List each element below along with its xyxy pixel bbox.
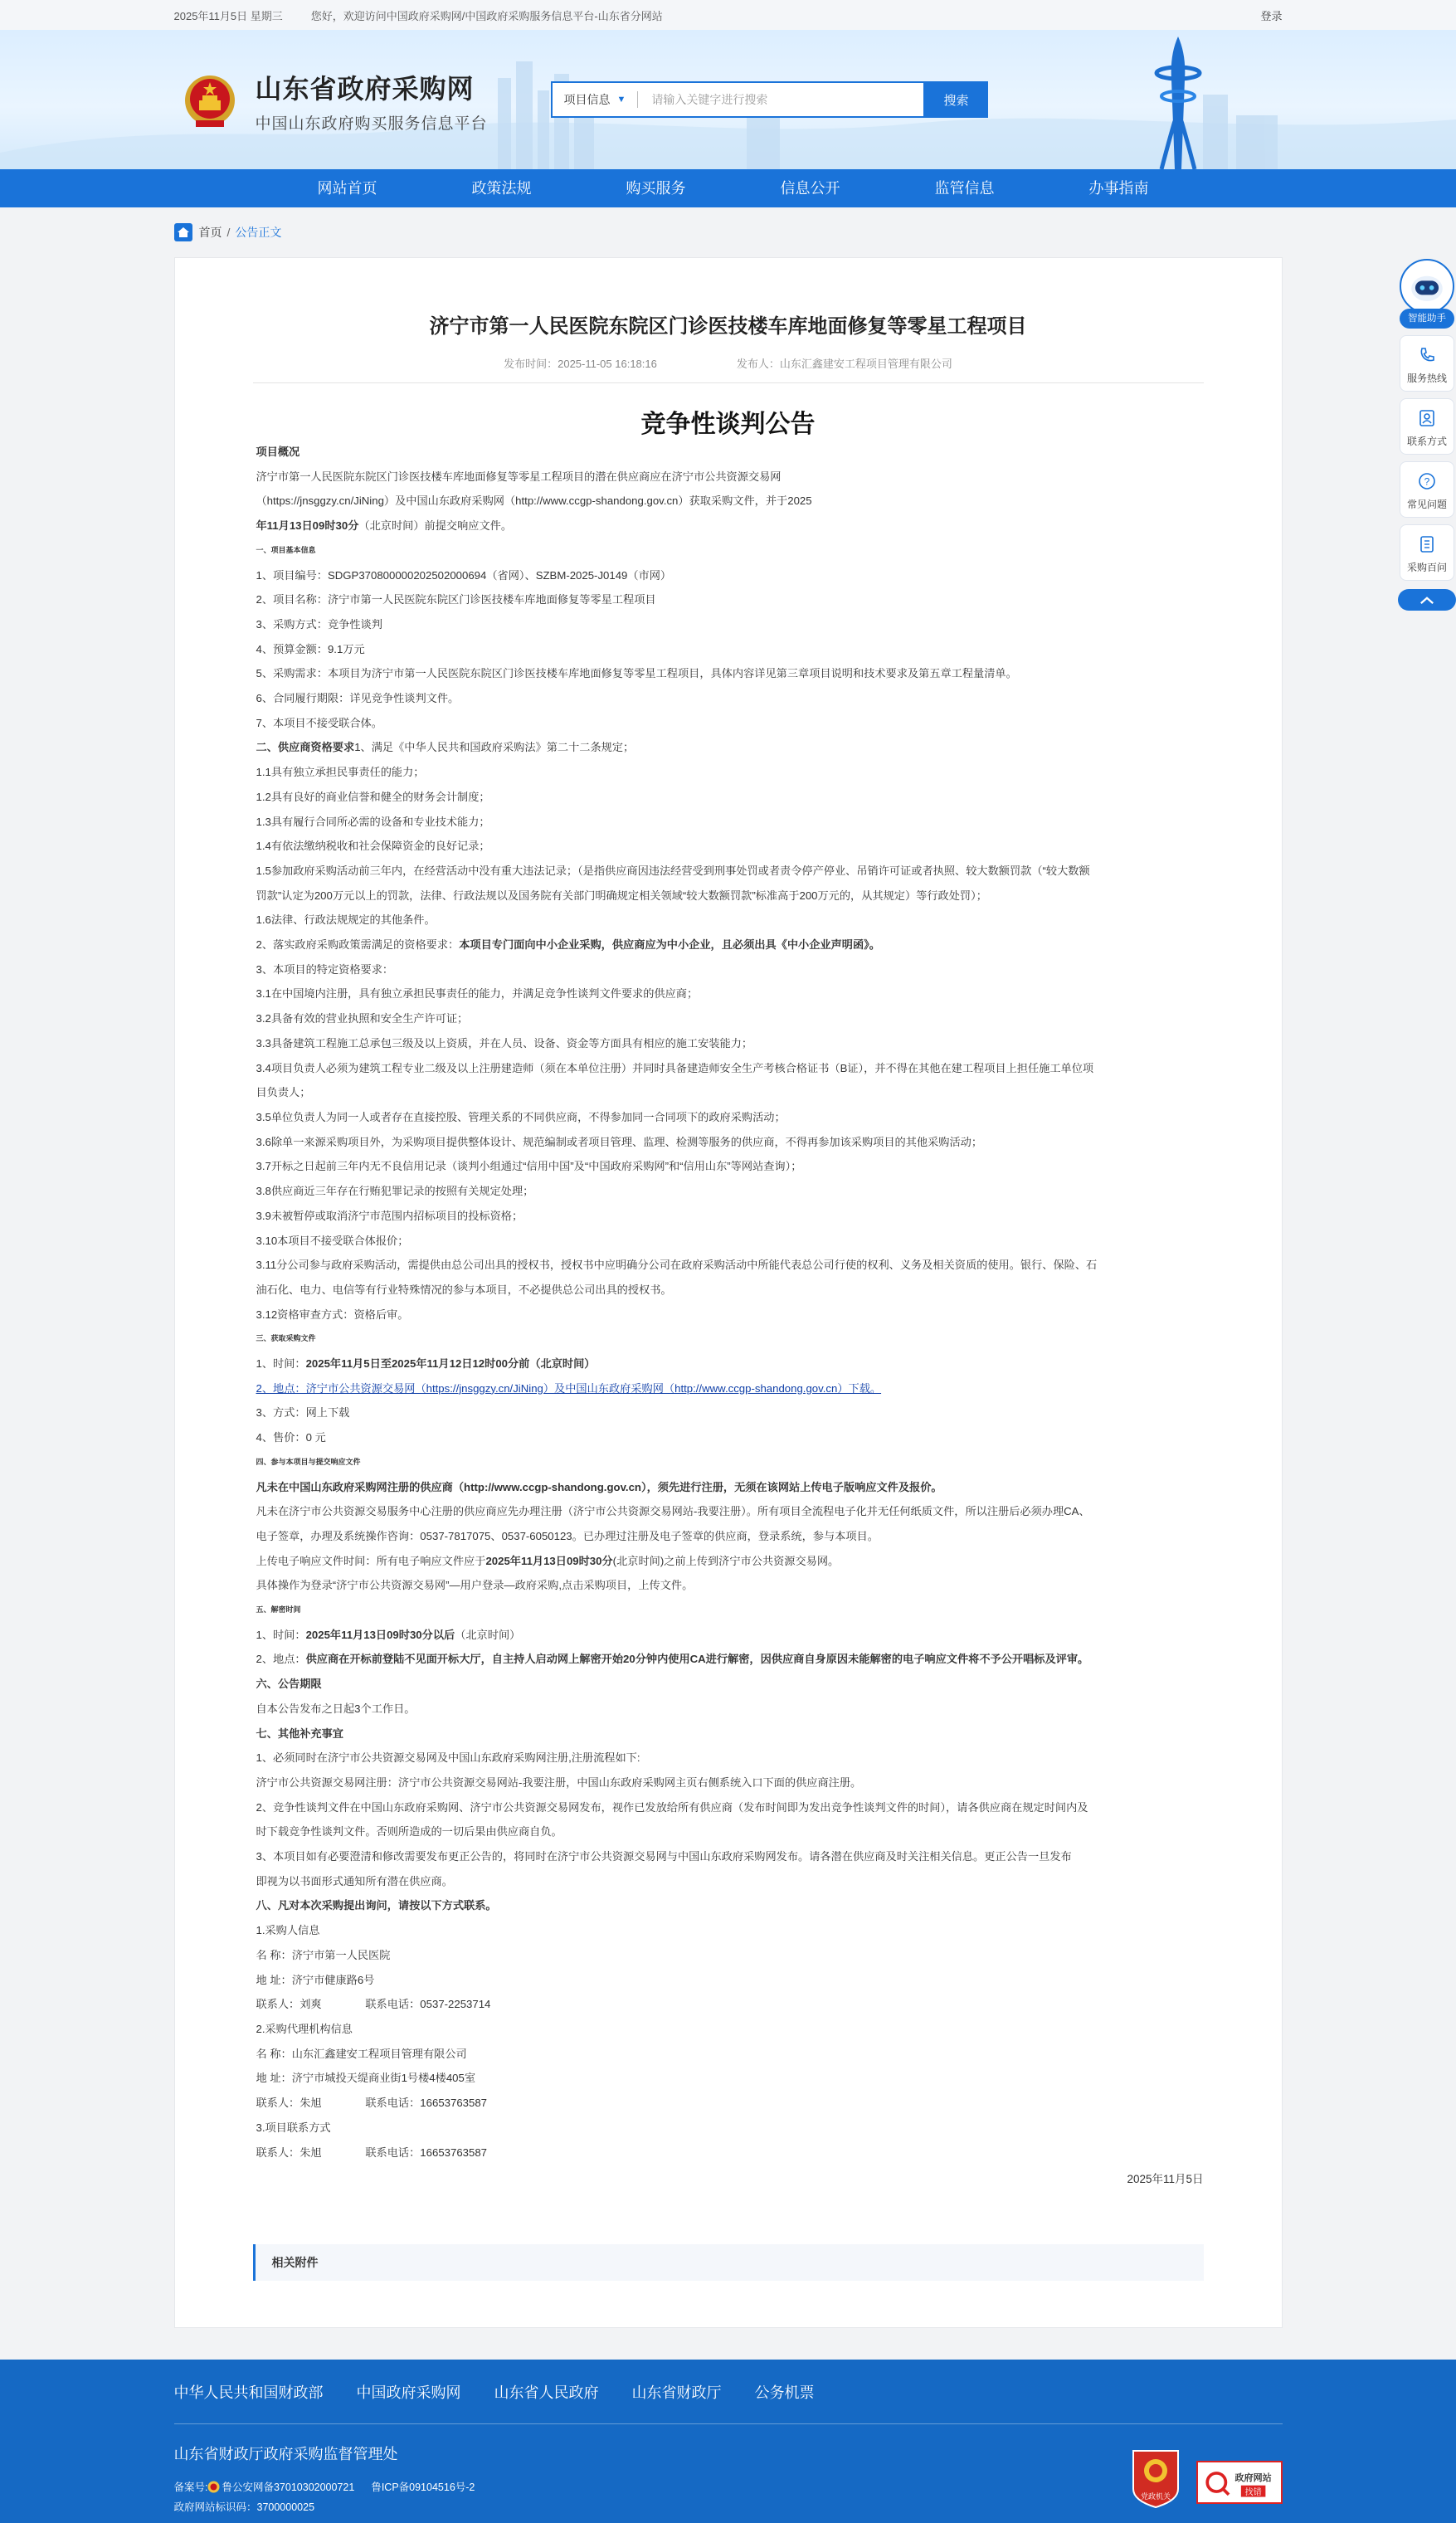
notice-line: 上传电子响应文件时间：所有电子响应文件应于2025年11月13日09时30分(北京时间)之前上传到济宁市公共资源交易网。 xyxy=(256,1554,840,1567)
tower-landmark-illustration xyxy=(1128,30,1228,169)
back-to-top-button[interactable] xyxy=(1398,589,1456,611)
notice-line: 3.10本项目不接受联合体报价； xyxy=(256,1234,409,1247)
notice-line: 1.3具有履行合同所必需的设备和专业技术能力； xyxy=(256,815,490,828)
site-subtitle: 中国山东政府购买服务信息平台 xyxy=(255,115,488,133)
notice-line: 年11月13日09时30分（北京时间）前提交响应文件。 xyxy=(256,519,513,533)
search-input[interactable] xyxy=(638,93,923,106)
notice-line: 1、项目编号：SDGP370800000202502000694（省网）、SZBM-2025-J0149（市网） xyxy=(256,568,672,582)
notice-line: 济宁市第一人民医院东院区门诊医技楼车库地面修复等零星工程项目的潜在供应商应在济宁市公共资源交易网 xyxy=(256,470,782,483)
footer-link-sd-gov[interactable]: 山东省人民政府 xyxy=(494,2384,599,2402)
notice-line: 3.4项目负责人必须为建筑工程专业二级及以上注册建造师（须在本单位注册）并同时具备建造师安全生产考核合格证书（B证），并不得在其他在建工程项目上担任施工单位项 xyxy=(256,1061,1094,1074)
notice-line: 3.项目联系方式 xyxy=(256,2121,331,2134)
login-link[interactable]: 登录 xyxy=(1260,9,1283,22)
notice-line: 七、其他补充事宜 xyxy=(256,1727,343,1740)
notice-line: 凡未在中国山东政府采购网注册的供应商（http://www.ccgp-shandong.gov.cn），须先进行注册，无须在该网站上传电子版响应文件及报价。 xyxy=(256,1480,942,1493)
notice-line: 2.采购代理机构信息 xyxy=(256,2023,353,2035)
notice-line: 3.7开标之日起前三年内无不良信用记录（谈判小组通过“信用中国”及“中国政府采购网”和“信用山东”等网站查询）； xyxy=(256,1160,802,1173)
notice-line: 3.1在中国境内注册，具有独立承担民事责任的能力，并满足竞争性谈判文件要求的供应商； xyxy=(256,987,699,1001)
side-float-panel xyxy=(1397,259,1456,611)
footer-link-sd-finance[interactable]: 山东省财政厅 xyxy=(631,2384,722,2402)
notice-line[interactable]: 2、地点：济宁市公共资源交易网（https://jnsggzy.cn/JiNing）及中国山东政府采购网（http://www.ccgp-shandong.gov.cn）下载。 xyxy=(256,1381,882,1395)
nav-guide[interactable]: 办事指南 xyxy=(1088,180,1149,197)
notice-line: 3.9未被暂停或取消济宁市范围内招标项目的投标资格； xyxy=(256,1209,523,1222)
site-footer xyxy=(0,2360,1456,2523)
chevron-up-icon xyxy=(1419,596,1434,605)
site-id: 政府网站标识码：3700000025 xyxy=(173,2501,315,2514)
gov-site-error-report[interactable] xyxy=(1196,2461,1283,2504)
side-100-questions[interactable] xyxy=(1400,524,1454,581)
home-icon xyxy=(174,223,192,241)
error-report-title: 政府网站 xyxy=(1234,2473,1272,2484)
side-hotline[interactable] xyxy=(1400,335,1454,392)
ai-assistant-label[interactable]: 智能助手 xyxy=(1400,309,1454,329)
side-contact-label: 联系方式 xyxy=(1406,436,1447,447)
notice-line: 3.5单位负责人为同一人或者存在直接控股、管理关系的不同供应商，不得参加同一合同项下的政府采购活动； xyxy=(256,1110,786,1123)
robot-icon xyxy=(1401,261,1453,312)
footer-records xyxy=(174,2479,1283,2494)
notice-line: 二、供应商资格要求1、满足《中华人民共和国政府采购法》第二十二条规定； xyxy=(256,741,635,754)
question-icon xyxy=(1418,472,1436,490)
footer-link-mof[interactable]: 中华人民共和国财政部 xyxy=(173,2384,324,2402)
notice-line: 3、本项目如有必要澄清和修改需要发布更正公告的，将同时在济宁市公共资源交易网与中国山东政府采购网发布。请各潜在供应商及时关注相关信息。更正公告一旦发布 xyxy=(256,1850,1072,1863)
notice-line: 3.6除单一来源采购项目外，为采购项目提供整体设计、规范编制或者项目管理、监理、检测等服务的供应商，不得再参加该采购项目的其他采购活动； xyxy=(256,1135,983,1148)
site-title: 山东省政府采购网 xyxy=(255,74,475,104)
footer-links xyxy=(174,2360,1283,2424)
notice-line: （https://jnsggzy.cn/JiNing）及中国山东政府采购网（http://www.ccgp-shandong.gov.cn）获取采购文件，并于2025 xyxy=(256,494,812,508)
notice-line: 名 称：济宁市第一人民医院 xyxy=(256,1948,391,1961)
notice-line: 3.2具备有效的营业执照和安全生产许可证； xyxy=(256,1012,469,1025)
search-button[interactable]: 搜索 xyxy=(925,81,988,118)
contact-card-icon xyxy=(1418,409,1436,427)
svg-text:?: ? xyxy=(1424,475,1430,488)
notice-line: 具体操作为登录“济宁市公共资源交易网”—用户登录—政府采购,点击采购项目，上传文件。 xyxy=(256,1579,694,1592)
notice-line: 3.11分公司参与政府采购活动，需提供由总公司出具的授权书，授权书中应明确分公司在政府采购活动中所能代表总公司行使的权利、义务及相关资质的使用。银行、保险、石 xyxy=(256,1259,1098,1272)
national-emblem-icon xyxy=(181,71,239,132)
publisher: 发布人：山东汇鑫建安工程项目管理有限公司 xyxy=(736,358,952,370)
ai-assistant-button[interactable] xyxy=(1400,259,1454,314)
notice-line: 油石化、电力、电信等有行业特殊情况的参与本项目，不必提供总公司出具的授权书。 xyxy=(256,1283,672,1296)
breadcrumb xyxy=(174,207,1283,257)
notice-line: 六、公告期限 xyxy=(256,1678,322,1691)
breadcrumb-separator: / xyxy=(226,226,231,239)
notice-line: 1、时间：2025年11月13日09时30分以后（北京时间） xyxy=(256,1628,521,1641)
side-100-questions-label: 采购百问 xyxy=(1406,562,1447,573)
side-contact[interactable] xyxy=(1400,398,1454,455)
notice-line: 1.4有依法缴纳税收和社会保障资金的良好记录； xyxy=(256,840,490,853)
site-logo[interactable] xyxy=(181,68,488,134)
notice-line: 三、获取采购文件 xyxy=(256,1334,316,1343)
icp-record[interactable]: 鲁ICP备09104516号-2 xyxy=(371,2482,475,2494)
nav-home[interactable]: 网站首页 xyxy=(317,180,377,197)
notice-line: 7、本项目不接受联合体。 xyxy=(256,716,382,729)
article-meta xyxy=(253,355,1204,383)
notice-line: 1.采购人信息 xyxy=(256,1924,320,1937)
caret-down-icon: ▼ xyxy=(616,95,626,105)
notice-line: 2、项目名称：济宁市第一人民医院东院区门诊医技楼车库地面修复等零星工程项目 xyxy=(256,593,656,606)
notice-line: 1.2具有良好的商业信誉和健全的财务会计制度； xyxy=(256,790,490,803)
notice-line: 联系人：刘爽 联系电话：0537-2253714 xyxy=(256,1998,491,2011)
footer-link-ccgp[interactable]: 中国政府采购网 xyxy=(356,2384,461,2402)
notice-line: 3、采购方式：竞争性谈判 xyxy=(256,617,382,631)
nav-purchase-service[interactable]: 购买服务 xyxy=(626,180,686,197)
notice-line: 地 址：济宁市城投天缇商业街1号楼4楼405室 xyxy=(256,2072,476,2085)
current-date: 2025年11月5日 星期三 xyxy=(173,9,283,22)
phone-icon xyxy=(1418,346,1436,364)
notice-line: 5、采购需求：本项目为济宁市第一人民医院东院区门诊医技楼车库地面修复等零星工程项目，具体内容详见第三章项目说明和技术要求及第五章工程量清单。 xyxy=(256,667,1017,680)
notice-line: 四、参与本项目与提交响应文件 xyxy=(256,1457,361,1466)
notice-line: 3.8供应商近三年存在行贿犯罪记录的按照有关规定处理； xyxy=(256,1185,534,1198)
side-faq-label: 常见问题 xyxy=(1406,499,1447,510)
main-nav xyxy=(0,169,1456,207)
notice-line: 自本公告发布之日起3个工作日。 xyxy=(256,1702,416,1715)
gongan-record[interactable]: 鲁公安网备37010302000721 xyxy=(222,2482,355,2494)
notice-line: 1、必须同时在济宁市公共资源交易网及中国山东政府采购网注册,注册流程如下: xyxy=(256,1751,640,1765)
search-category-label: 项目信息 xyxy=(563,93,611,106)
nav-info-disclosure[interactable]: 信息公开 xyxy=(780,180,840,197)
publish-time: 发布时间：2025-11-05 16:18:16 xyxy=(504,358,657,370)
notice-line: 项目概况 xyxy=(256,446,300,458)
notice-line: 1.6法律、行政法规规定的其他条件。 xyxy=(256,913,436,927)
notice-line: 即视为以书面形式通知所有潜在供应商。 xyxy=(256,1874,453,1887)
top-bar xyxy=(0,0,1456,30)
search-category-select[interactable] xyxy=(553,91,639,108)
party-gov-badge[interactable] xyxy=(1130,2449,1181,2509)
sign-date: 2025年11月5日 xyxy=(1127,2173,1204,2186)
notice-line: 1.5参加政府采购活动前三年内，在经营活动中没有重大违法记录；（是指供应商因违法经营受到刑事处罚或者责令停产停业、吊销许可证或者执照、较大数额罚款（“较大数额 xyxy=(256,864,1090,877)
attachments-header: 相关附件 xyxy=(253,2244,1204,2281)
notice-line: 地 址：济宁市健康路6号 xyxy=(256,1973,375,1986)
error-report-action: 找错 xyxy=(1244,2487,1262,2497)
nav-policy[interactable]: 政策法规 xyxy=(471,180,532,197)
welcome-text: 您好，欢迎访问中国政府采购网/中国政府采购服务信息平台-山东省分网站 xyxy=(310,9,663,22)
article-title: 济宁市第一人民医院东院区门诊医技楼车库地面修复等零星工程项目 xyxy=(429,315,1027,338)
footer-org: 山东省财政厅政府采购监督管理处 xyxy=(173,2446,398,2463)
notice-line: 2、落实政府采购政策需满足的资格要求：本项目专门面向中小企业采购，供应商应为中小企业，且必须出具《中小企业声明函》。 xyxy=(256,938,880,952)
notice-line: 2、竞争性谈判文件在中国山东政府采购网、济宁市公共资源交易网发布，视作已发放给所有供应商（发布时间即为发出竞争性谈判文件的时间），请各供应商在规定时间内及 xyxy=(256,1800,1088,1814)
site-header xyxy=(0,30,1456,169)
notice-line: 3.3具备建筑工程施工总承包三级及以上资质，并在人员、设备、资金等方面具有相应的施工安装能力； xyxy=(256,1036,753,1050)
notice-line: 1、时间：2025年11月5日至2025年11月12日12时00分前（北京时间） xyxy=(256,1357,596,1371)
notice-line: 2、地点：供应商在开标前登陆不见面开标大厅，自主持人启动网上解密开始20分钟内使用CA进行解密，因供应商自身原因未能解密的电子响应文件将不予公开唱标及评审。 xyxy=(256,1653,1089,1666)
notice-line: 一、项目基本信息 xyxy=(256,545,316,554)
notice-line: 1.1具有独立承担民事责任的能力； xyxy=(256,766,425,779)
notice-line: 罚款”认定为200万元以上的罚款，法律、行政法规以及国务院有关部门明确规定相关领域“较大数额罚款”标准高于200万元的，从其规定）等行政处罚）； xyxy=(256,889,987,902)
book-icon xyxy=(1418,535,1436,553)
notice-line: 电子签章，办理及系统操作咨询：0537-7817075、0537-6050123。已办理过注册及电子签章的供应商，登录系统，参与本项目。 xyxy=(256,1529,879,1542)
notice-line: 五、解密时间 xyxy=(256,1605,301,1615)
article-card xyxy=(174,257,1283,2328)
notice-line: 名 称：山东汇鑫建安工程项目管理有限公司 xyxy=(256,2047,467,2060)
notice-line: 凡未在济宁市公共资源交易服务中心注册的供应商应先办理注册（济宁市公共资源交易网站-我要注册）。所有项目全流程电子化并无任何纸质文件，所以注册后必须办理CA、 xyxy=(256,1505,1090,1518)
notice-body xyxy=(253,440,1204,2165)
breadcrumb-current[interactable]: 公告正文 xyxy=(235,226,282,239)
record-label: 备案号: xyxy=(173,2482,208,2494)
footer-link-air-ticket[interactable]: 公务机票 xyxy=(754,2384,815,2402)
notice-line: 4、售价：0 元 xyxy=(256,1431,326,1444)
notice-line: 3.12资格审查方式：资格后审。 xyxy=(256,1308,409,1321)
nav-supervision[interactable]: 监管信息 xyxy=(934,180,995,197)
notice-line: 济宁市公共资源交易网注册：济宁市公共资源交易网站-我要注册，中国山东政府采购网主页右侧系统入口下面的供应商注册。 xyxy=(256,1775,862,1789)
side-faq[interactable] xyxy=(1400,461,1454,518)
notice-title: 竞争性谈判公告 xyxy=(640,411,816,438)
notice-line: 目负责人； xyxy=(256,1086,311,1099)
notice-line: 联系人：朱旭 联系电话：16653763587 xyxy=(256,2097,487,2110)
notice-line: 3、方式：网上下载 xyxy=(256,1406,350,1420)
notice-line: 4、预算金额：9.1万元 xyxy=(256,642,365,655)
search-bar xyxy=(551,81,988,118)
notice-line: 6、合同履行期限：详见竞争性谈判文件。 xyxy=(256,692,460,705)
side-hotline-label: 服务热线 xyxy=(1406,373,1447,384)
notice-line: 3、本项目的特定资格要求： xyxy=(256,962,394,976)
breadcrumb-home[interactable]: 首页 xyxy=(198,226,222,239)
police-badge-icon xyxy=(207,2481,220,2493)
party-gov-badge-text: 党政机关 xyxy=(1140,2492,1171,2501)
notice-line: 八、凡对本次采购提出询问，请按以下方式联系。 xyxy=(256,1899,497,1912)
notice-line: 联系人：朱旭 联系电话：16653763587 xyxy=(256,2146,487,2159)
notice-line: 时下载竞争性谈判文件。否则所造成的一切后果由供应商自负。 xyxy=(256,1825,562,1839)
